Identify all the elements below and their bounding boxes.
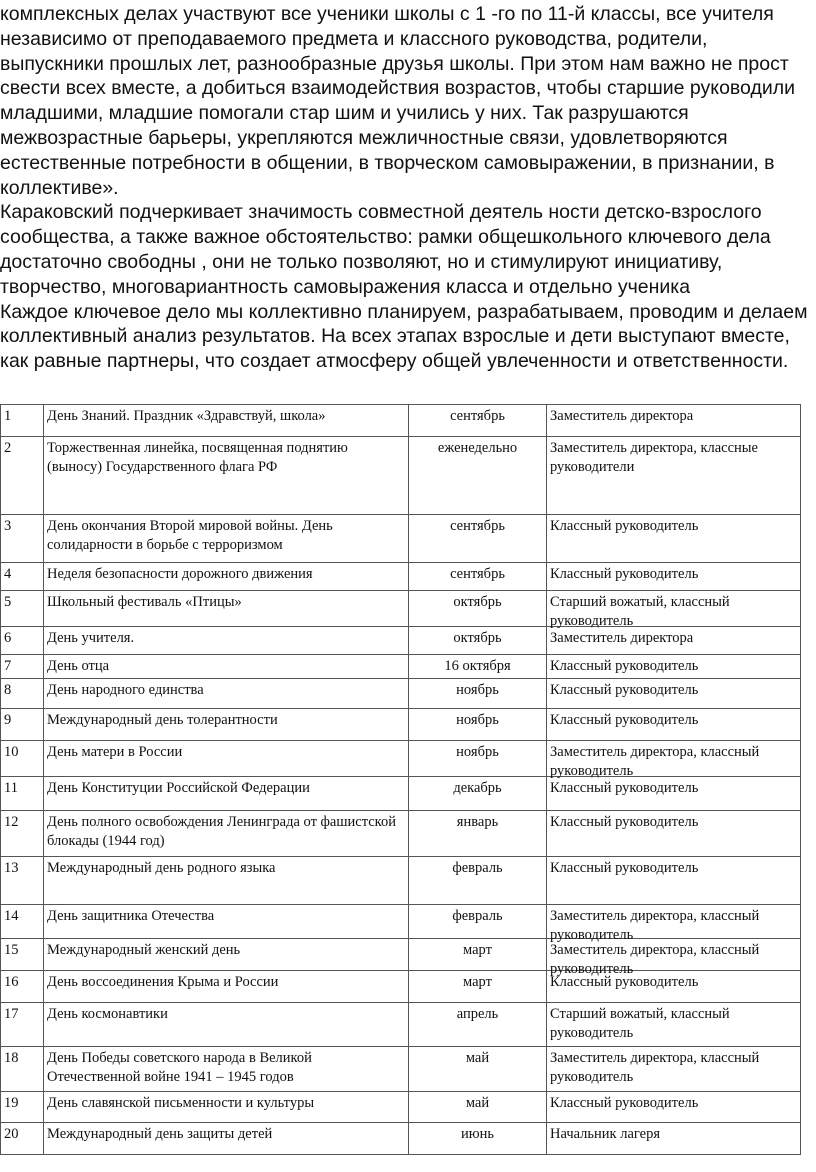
event-date: ноябрь (409, 679, 547, 709)
row-number: 8 (1, 679, 44, 709)
event-date: еженедельно (409, 437, 547, 515)
event-name: День космонавтики (44, 1003, 409, 1047)
event-date: сентябрь (409, 405, 547, 437)
event-responsible (547, 939, 801, 978)
paragraph-line: достаточно свободны , они не только позволяют, но и стимулируют инициативу, (0, 250, 723, 273)
row-number: 18 (1, 1047, 44, 1092)
event-date: ноябрь (409, 709, 547, 741)
event-responsible: Классный руководитель (547, 777, 801, 811)
paragraph-line: комплексных делах участвуют все ученики школы с 1 -го по 11-й классы, все учителя (0, 3, 774, 25)
event-date: январь (409, 811, 547, 857)
event-name: День окончания Второй мировой войны. День солидарности в борьбе с терроризмом (44, 515, 409, 563)
table-row (1, 627, 801, 655)
event-date: апрель (409, 1003, 547, 1047)
event-responsible: Старший вожатый, классный руководитель (547, 1003, 801, 1047)
events-table (0, 404, 801, 1155)
event-responsible (547, 741, 801, 780)
event-name: День учителя. (44, 627, 409, 655)
event-responsible (547, 591, 801, 630)
events-table-body (1, 405, 801, 1155)
event-name: День Победы советского народа в Великой Отечественной войне 1941 – 1945 годов (44, 1047, 409, 1092)
event-responsible: Заместитель директора (547, 405, 801, 437)
table-row (1, 777, 801, 811)
row-number: 13 (1, 857, 44, 905)
body-paragraph (0, 2, 816, 374)
paragraph-line: выпускники прошлых лет, разнообразные друзья школы. При этом нам важно не прост (0, 52, 789, 75)
event-date: май (409, 1047, 547, 1092)
event-name: Международный день толерантности (44, 709, 409, 741)
event-responsible (547, 905, 801, 944)
paragraph-line: как равные партнеры, что создает атмосферу общей увлеченности и ответственности. (0, 350, 789, 373)
event-name: День матери в России (44, 741, 409, 777)
event-responsible: Заместитель директора (547, 627, 801, 655)
event-date: март (409, 971, 547, 1003)
event-name: День отца (44, 655, 409, 679)
paragraph-line: младшими, младшие помогали стар шим и учились у них. Так разрушаются (0, 102, 689, 125)
table-row (1, 971, 801, 1003)
event-responsible: Заместитель директора, классные руководители (547, 437, 801, 515)
table-row (1, 1092, 801, 1123)
table-row (1, 811, 801, 857)
event-date: сентябрь (409, 563, 547, 591)
row-number: 16 (1, 971, 44, 1003)
event-responsible: Классный руководитель (547, 679, 801, 709)
event-responsible: Классный руководитель (547, 563, 801, 591)
paragraph-line: творчество, многовариантность самовыражения класса и отдельно ученика (0, 275, 691, 298)
event-date: октябрь (409, 627, 547, 655)
table-row (1, 515, 801, 563)
event-responsible: Начальник лагеря (547, 1123, 801, 1155)
event-name: Торжественная линейка, посвященная поднятию (выносу) Государственного флага РФ (44, 437, 409, 515)
table-row (1, 591, 801, 627)
event-date: июнь (409, 1123, 547, 1155)
row-number: 9 (1, 709, 44, 741)
table-row (1, 741, 801, 777)
event-name: День славянской письменности и культуры (44, 1092, 409, 1123)
event-name: Международный день защиты детей (44, 1123, 409, 1155)
event-date: октябрь (409, 591, 547, 627)
paragraph-line: естественные потребности в общении, в творческом самовыражении, в признании, в (0, 151, 775, 174)
event-name: Международный женский день (44, 939, 409, 971)
table-row (1, 437, 801, 515)
row-number: 1 (1, 405, 44, 437)
event-date: 16 октября (409, 655, 547, 679)
paragraph-line: коллективе». (0, 176, 119, 199)
table-row (1, 1003, 801, 1047)
paragraph-line: сообщества, а также важное обстоятельство: рамки общешкольного ключевого дела (0, 226, 771, 249)
event-name: День Знаний. Праздник «Здравствуй, школа» (44, 405, 409, 437)
event-responsible: Классный руководитель (547, 655, 801, 679)
event-responsible-text: Старший вожатый, классный руководитель (550, 594, 730, 630)
table-row (1, 405, 801, 437)
table-row (1, 857, 801, 905)
event-date: ноябрь (409, 741, 547, 777)
table-row (1, 563, 801, 591)
event-date: февраль (409, 857, 547, 905)
row-number: 12 (1, 811, 44, 857)
event-responsible: Заместитель директора, классный руководитель (547, 1047, 801, 1092)
row-number: 2 (1, 437, 44, 515)
row-number: 20 (1, 1123, 44, 1155)
event-name: Неделя безопасности дорожного движения (44, 563, 409, 591)
row-number: 7 (1, 655, 44, 679)
event-responsible-text: Заместитель директора, классный руководитель (550, 744, 760, 780)
row-number: 3 (1, 515, 44, 563)
event-date: сентябрь (409, 515, 547, 563)
event-date: декабрь (409, 777, 547, 811)
event-name: Школьный фестиваль «Птицы» (44, 591, 409, 627)
event-name: День народного единства (44, 679, 409, 709)
event-responsible: Классный руководитель (547, 811, 801, 857)
event-name: Международный день родного языка (44, 857, 409, 905)
table-row (1, 709, 801, 741)
paragraph-line: свести всех вместе, а добиться взаимодействия возрастов, чтобы старшие руководили (0, 77, 796, 100)
paragraph-line: коллективный анализ результатов. На всех этапах взрослые и дети выступают вместе, (0, 325, 790, 348)
row-number: 15 (1, 939, 44, 971)
event-responsible-text: Заместитель директора, классный руководитель (550, 942, 760, 978)
row-number: 19 (1, 1092, 44, 1123)
event-name: День полного освобождения Ленинграда от фашистской блокады (1944 год) (44, 811, 409, 857)
table-row (1, 655, 801, 679)
row-number: 14 (1, 905, 44, 939)
event-date: май (409, 1092, 547, 1123)
row-number: 11 (1, 777, 44, 811)
event-name: День воссоединения Крыма и России (44, 971, 409, 1003)
event-date: февраль (409, 905, 547, 939)
paragraph-line: межвозрастные барьеры, укрепляются межличностные связи, удовлетворяются (0, 126, 728, 149)
paragraph-line: Караковский подчеркивает значимость совместной деятель ности детско-взрослого (0, 201, 762, 224)
paragraph-line: Каждое ключевое дело мы коллективно планируем, разрабатываем, проводим и делаем (0, 300, 808, 323)
table-row (1, 939, 801, 971)
table-row (1, 1047, 801, 1092)
event-responsible: Классный руководитель (547, 1092, 801, 1123)
paragraph-line: независимо от преподаваемого предмета и классного руководства, родители, (0, 27, 708, 50)
event-responsible: Классный руководитель (547, 971, 801, 1003)
event-responsible: Классный руководитель (547, 857, 801, 905)
event-responsible: Классный руководитель (547, 709, 801, 741)
event-responsible: Классный руководитель (547, 515, 801, 563)
row-number: 10 (1, 741, 44, 777)
event-name: День Конституции Российской Федерации (44, 777, 409, 811)
row-number: 5 (1, 591, 44, 627)
row-number: 6 (1, 627, 44, 655)
table-row (1, 679, 801, 709)
event-responsible-text: Заместитель директора, классный руководитель (550, 908, 760, 944)
event-date: март (409, 939, 547, 971)
row-number: 17 (1, 1003, 44, 1047)
table-row (1, 1123, 801, 1155)
row-number: 4 (1, 563, 44, 591)
table-row (1, 905, 801, 939)
event-name: День защитника Отечества (44, 905, 409, 939)
